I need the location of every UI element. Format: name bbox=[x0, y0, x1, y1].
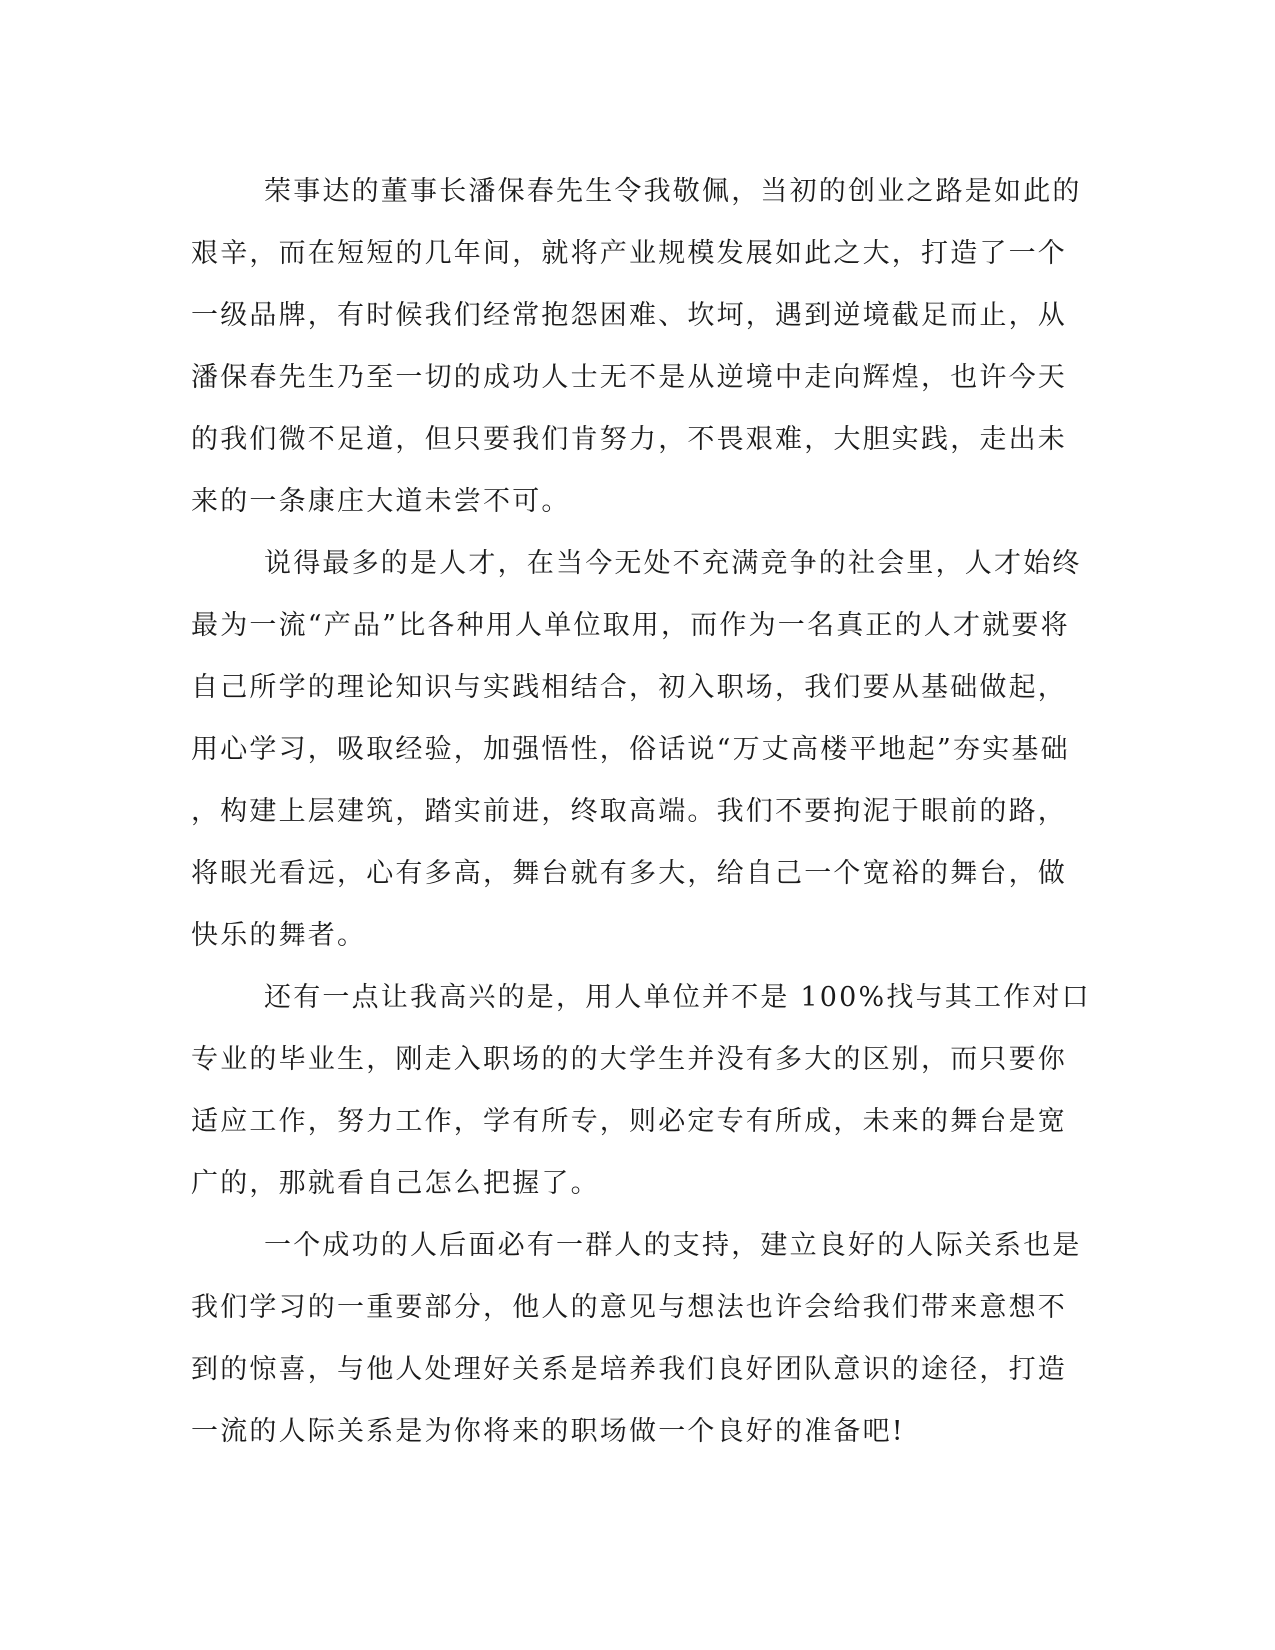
text-line: 快乐的舞者。 bbox=[191, 920, 367, 951]
text-line: 一级品牌，有时候我们经常抱怨困难、坎坷，遇到逆境截足而止，从 bbox=[191, 300, 1067, 331]
paragraph-1 bbox=[191, 161, 1081, 533]
paragraph-4 bbox=[191, 1215, 1081, 1463]
text-line: 一流的人际关系是为你将来的职场做一个良好的准备吧! bbox=[191, 1416, 905, 1447]
text-line: 荣事达的董事长潘保春先生令我敬佩，当初的创业之路是如此的 bbox=[264, 176, 1082, 207]
text-line: 最为一流“产品”比各种用人单位取用，而作为一名真正的人才就要将 bbox=[191, 610, 1070, 641]
text-line: 广的，那就看自己怎么把握了。 bbox=[191, 1168, 600, 1199]
text-line: 我们学习的一重要部分，他人的意见与想法也许会给我们带来意想不 bbox=[191, 1292, 1067, 1323]
text-line: 艰辛，而在短短的几年间，就将产业规模发展如此之大，打造了一个 bbox=[191, 238, 1067, 269]
body-text bbox=[191, 161, 1091, 1463]
text-line: 到的惊喜，与他人处理好关系是培养我们良好团队意识的途径，打造 bbox=[191, 1354, 1067, 1385]
paragraph-3 bbox=[191, 967, 1091, 1215]
text-line: 潘保春先生乃至一切的成功人士无不是从逆境中走向辉煌，也许今天 bbox=[191, 362, 1067, 393]
text-line: 来的一条康庄大道未尝不可。 bbox=[191, 486, 571, 517]
paragraph-2 bbox=[191, 533, 1081, 967]
text-line: 自己所学的理论知识与实践相结合，初入职场，我们要从基础做起， bbox=[191, 672, 1067, 703]
text-line: 的我们微不足道，但只要我们肯努力，不畏艰难，大胆实践，走出未 bbox=[191, 424, 1067, 455]
text-line: 将眼光看远，心有多高，舞台就有多大，给自己一个宽裕的舞台，做 bbox=[191, 858, 1067, 889]
text-line: ，构建上层建筑，踏实前进，终取高端。我们不要拘泥于眼前的路， bbox=[191, 796, 1067, 827]
text-line: 用心学习，吸取经验，加强悟性，俗话说“万丈高楼平地起”夯实基础 bbox=[191, 734, 1070, 765]
text-line: 还有一点让我高兴的是，用人单位并不是 100%找与其工作对口 bbox=[264, 982, 1091, 1013]
text-line: 专业的毕业生，刚走入职场的的大学生并没有多大的区别，而只要你 bbox=[191, 1044, 1067, 1075]
text-line: 一个成功的人后面必有一群人的支持，建立良好的人际关系也是 bbox=[264, 1230, 1082, 1261]
text-line: 说得最多的是人才，在当今无处不充满竞争的社会里，人才始终 bbox=[264, 548, 1082, 579]
text-line: 适应工作，努力工作，学有所专，则必定专有所成，未来的舞台是宽 bbox=[191, 1106, 1067, 1137]
